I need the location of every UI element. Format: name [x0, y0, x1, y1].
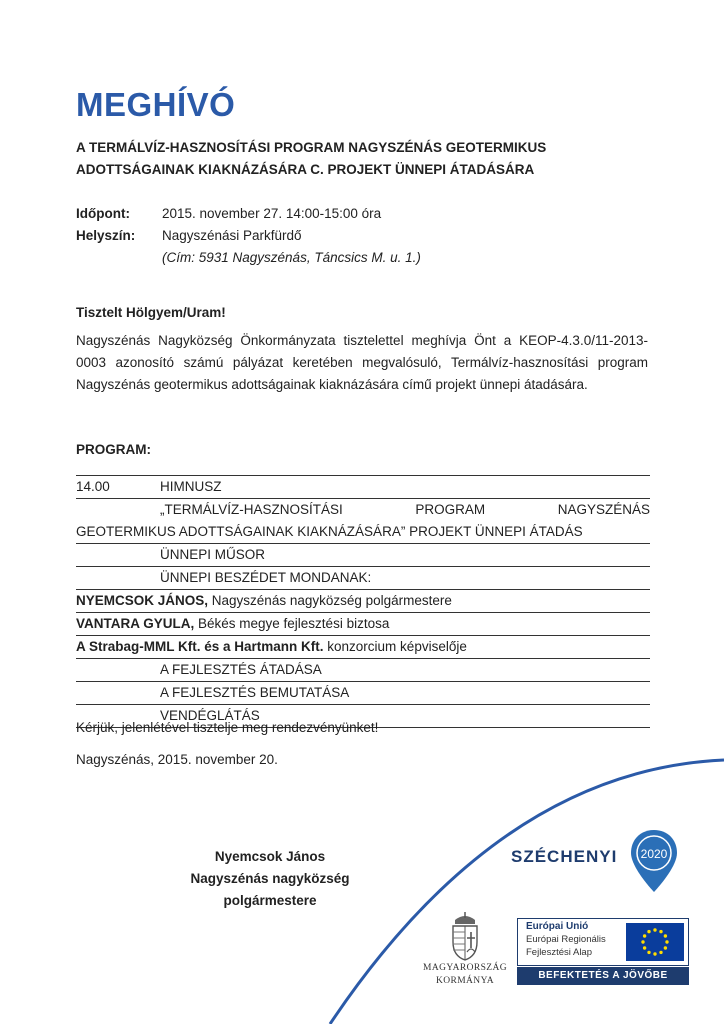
event-info — [76, 203, 421, 269]
program-item: A FEJLESZTÉS BEMUTATÁSA — [160, 685, 350, 700]
program-row — [76, 658, 650, 681]
eu-star — [659, 951, 662, 954]
program-time: 14.00 — [76, 479, 110, 494]
program-table — [76, 475, 650, 728]
place-row — [76, 225, 421, 247]
signature-name: Nyemcsok János — [214, 849, 326, 864]
program-row — [76, 475, 650, 498]
program-item: ÜNNEPI MŰSOR — [160, 547, 266, 562]
eu-star — [647, 951, 650, 954]
eu-star — [659, 930, 662, 933]
program-item: ÜNNEPI BESZÉDET MONDANAK: — [160, 570, 372, 585]
szechenyi-pin-icon — [628, 828, 680, 894]
program-item: VENDÉGLÁTÁS — [160, 708, 260, 723]
eu-star — [653, 928, 656, 931]
eu-star — [653, 952, 656, 955]
time-value: 2015. november 27. 14:00-15:00 óra — [162, 206, 382, 221]
eu-star — [643, 946, 646, 949]
speaker-name: NYEMCSOK JÁNOS, — [76, 593, 209, 608]
speaker-role: Nagyszénás nagyközség polgármestere — [208, 593, 452, 608]
eu-text: Európai Regionális — [526, 934, 606, 945]
government-text: MAGYARORSZÁG — [423, 963, 507, 973]
program-row — [76, 635, 650, 658]
eu-star — [647, 930, 650, 933]
eu-text: Európai Unió — [526, 921, 589, 932]
program-item-word: PROGRAM — [415, 502, 486, 517]
program-row — [76, 498, 650, 543]
szechenyi-year: 2020 — [640, 847, 668, 861]
address-row — [76, 247, 421, 269]
eu-flag-icon — [626, 923, 684, 961]
speaker-role: konzorcium képviselője — [323, 639, 467, 654]
address-value: (Cím: 5931 Nagyszénás, Táncsics M. u. 1.) — [162, 250, 421, 265]
closing-line: Kérjük, jelenlétével tisztelje meg rendezvényünket! — [76, 720, 379, 735]
place-value: Nagyszénási Parkfürdő — [162, 228, 302, 243]
event-subtitle: A TERMÁLVÍZ-HASZNOSÍTÁSI PROGRAM NAGYSZÉNÁS GEOTERMIKUS ADOTTSÁGAINAK KIAKNÁZÁSÁRA C. PROJEKT ÜNNEPI ÁTADÁSÁRA — [76, 140, 547, 177]
signature-block — [160, 846, 380, 912]
time-label: Időpont: — [76, 206, 130, 221]
eu-star — [664, 934, 667, 937]
eu-star — [643, 934, 646, 937]
signature-title: polgármestere — [223, 893, 317, 908]
program-item-word: „TERMÁLVÍZ-HASZNOSÍTÁSI — [160, 502, 343, 517]
program-row — [76, 566, 650, 589]
time-row — [76, 203, 421, 225]
speaker-role: Békés megye fejlesztési biztosa — [194, 616, 390, 631]
page-title: MEGHÍVÓ — [76, 86, 236, 123]
speaker-name: VANTARA GYULA, — [76, 616, 195, 631]
greeting: Tisztelt Hölgyem/Uram! — [76, 305, 226, 320]
hungarian-crest-icon — [447, 910, 483, 962]
program-row — [76, 543, 650, 566]
government-text: KORMÁNYA — [435, 976, 495, 986]
program-row — [76, 681, 650, 704]
program-heading: PROGRAM: — [76, 442, 151, 457]
program-row — [76, 589, 650, 612]
place-label: Helyszín: — [76, 228, 136, 243]
eu-star — [664, 946, 667, 949]
program-item-word: NAGYSZÉNÁS — [557, 502, 650, 517]
slogan-banner: BEFEKTETÉS A JÖVŐBE — [517, 967, 689, 985]
eu-text: Fejlesztési Alap — [526, 947, 593, 958]
date-line: Nagyszénás, 2015. november 20. — [76, 752, 278, 767]
program-item: GEOTERMIKUS ADOTTSÁGAINAK KIAKNÁZÁSÁRA” PROJEKT ÜNNEPI ÁTADÁS — [76, 524, 583, 539]
program-row — [76, 612, 650, 635]
program-item: A FEJLESZTÉS ÁTADÁSA — [160, 662, 322, 677]
eu-star — [641, 940, 644, 943]
signature-title: Nagyszénás nagyközség — [190, 871, 350, 886]
eu-star — [665, 940, 668, 943]
program-item: HIMNUSZ — [160, 479, 222, 494]
szechenyi-logo-text: SZÉCHENYI — [511, 847, 618, 866]
speaker-name: A Strabag-MML Kft. és a Hartmann Kft. — [76, 639, 324, 654]
body-text: Nagyszénás Nagyközség Önkormányzata tisztelettel meghívja Önt a KEOP-4.3.0/11-2013-0003 azonosító számú pályázat keretében megvalósuló, Termálvíz-hasznosítási program Nagyszénás geotermikus adottságainak kiaknázására című projekt ünnepi átadására. — [76, 333, 648, 392]
